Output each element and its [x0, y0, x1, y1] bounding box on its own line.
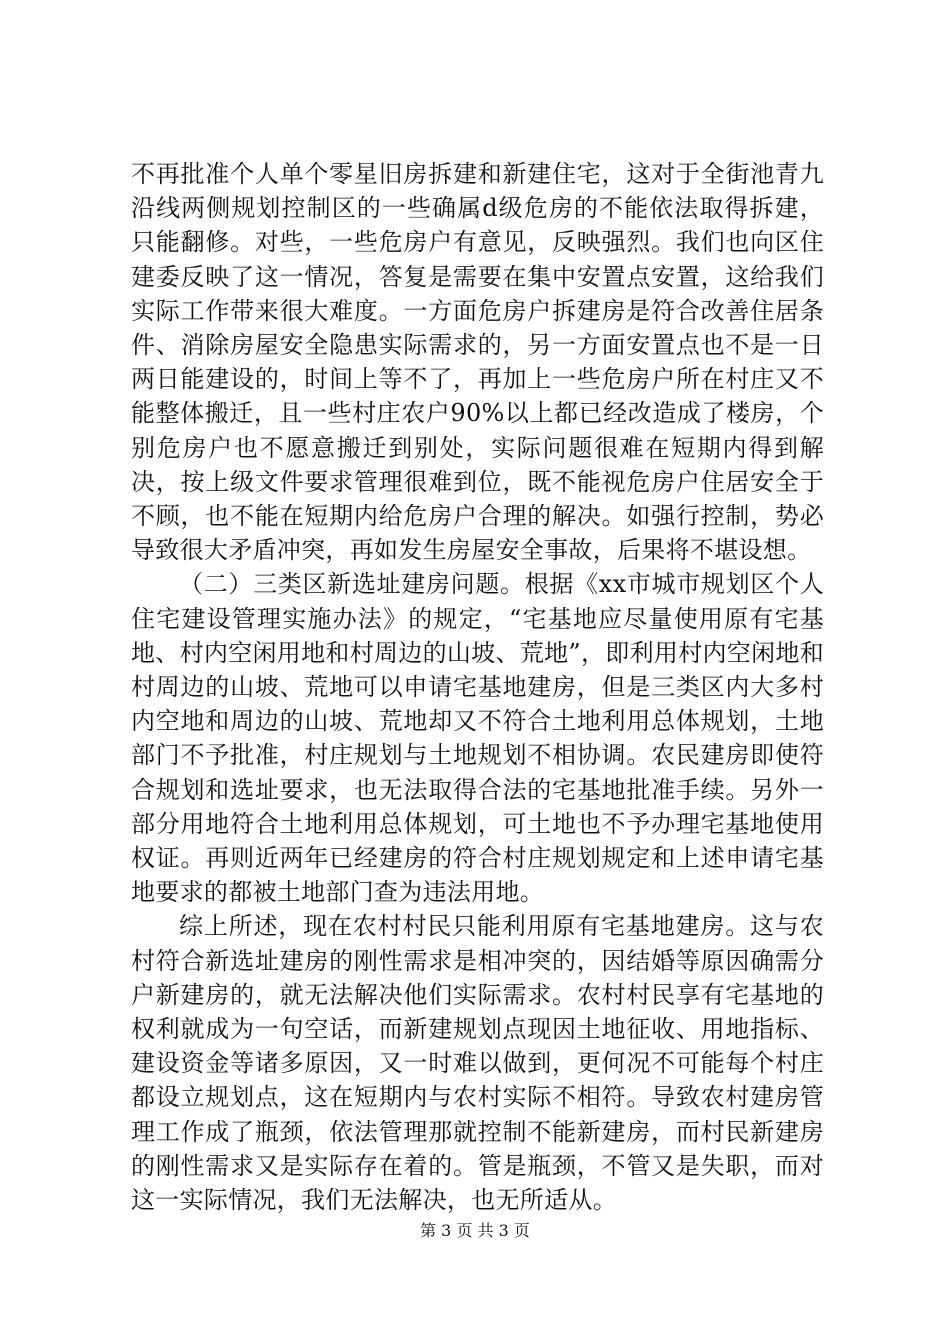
paragraph-continuation: 不再批准个人单个零星旧房拆建和新建住宅，这对于全街池青九沿线两侧规划控制区的一些确属d级危房的不能依法取得拆建，只能翻修。对些，一些危房户有意见，反映强烈。我们也向区住建委反映了这一情况，答复是需要在集中安置点安置，这给我们实际工作带来很大难度。一方面危房户拆建房是符合改善住居条件、消除房屋安全隐患实际需求的，另一方面安置点也不是一日两日能建设的，时间上等不了，再加上一些危房户所在村庄又不能整体搬迁，且一些村庄农户90%以上都已经改造成了楼房，个别危房户也不愿意搬迁到别处，实际问题很难在短期内得到解决，按上级文件要求管理很难到位，既不能视危房户住居安全于不顾，也不能在短期内给危房户合理的解决。如强行控制，势必导致很大矛盾冲突，再如发生房屋安全事故，后果将不堪设想。	[131, 160, 824, 565]
document-body	[131, 157, 824, 1217]
paragraph-summary: 综上所述，现在农村村民只能利用原有宅基地建房。这与农村符合新选址建房的刚性需求是相冲突的，因结婚等原因确需分户新建房的，就无法解决他们实际需求。农村村民享有宅基地的权利就成为一句空话，而新建规划点现因土地征收、用地指标、建设资金等诸多原因，又一时难以做到，更何况不可能每个村庄都设立规划点，这在短期内与农村实际不相符。导致农村建房管理工作成了瓶颈，依法管理那就控制不能新建房，而村民新建房的刚性需求又是实际存在着的。管是瓶颈，不管又是失职，而对这一实际情况，我们无法解决，也无所适从。	[131, 912, 824, 1215]
paragraph-section-two: （二）三类区新选址建房问题。根据《xx市城市规划区个人住宅建设管理实施办法》的规定，“宅基地应尽量使用原有宅基地、村内空闲用地和村周边的山坡、荒地”，即利用村内空闲地和村周边的山坡、荒地可以申请宅基地建房，但是三类区内大多村内空地和周边的山坡、荒地却又不符合土地利用总体规划，土地部门不予批准，村庄规划与土地规划不相协调。农民建房即使符合规划和选址要求，也无法取得合法的宅基地批准手续。另外一部分用地符合土地利用总体规划，可土地也不予办理宅基地使用权证。再则近两年已经建房的符合村庄规划规定和上述申请宅基地要求的都被土地部门查为违法用地。	[131, 570, 824, 907]
page-footer: 第 3 页 共 3 页	[420, 1221, 530, 1240]
